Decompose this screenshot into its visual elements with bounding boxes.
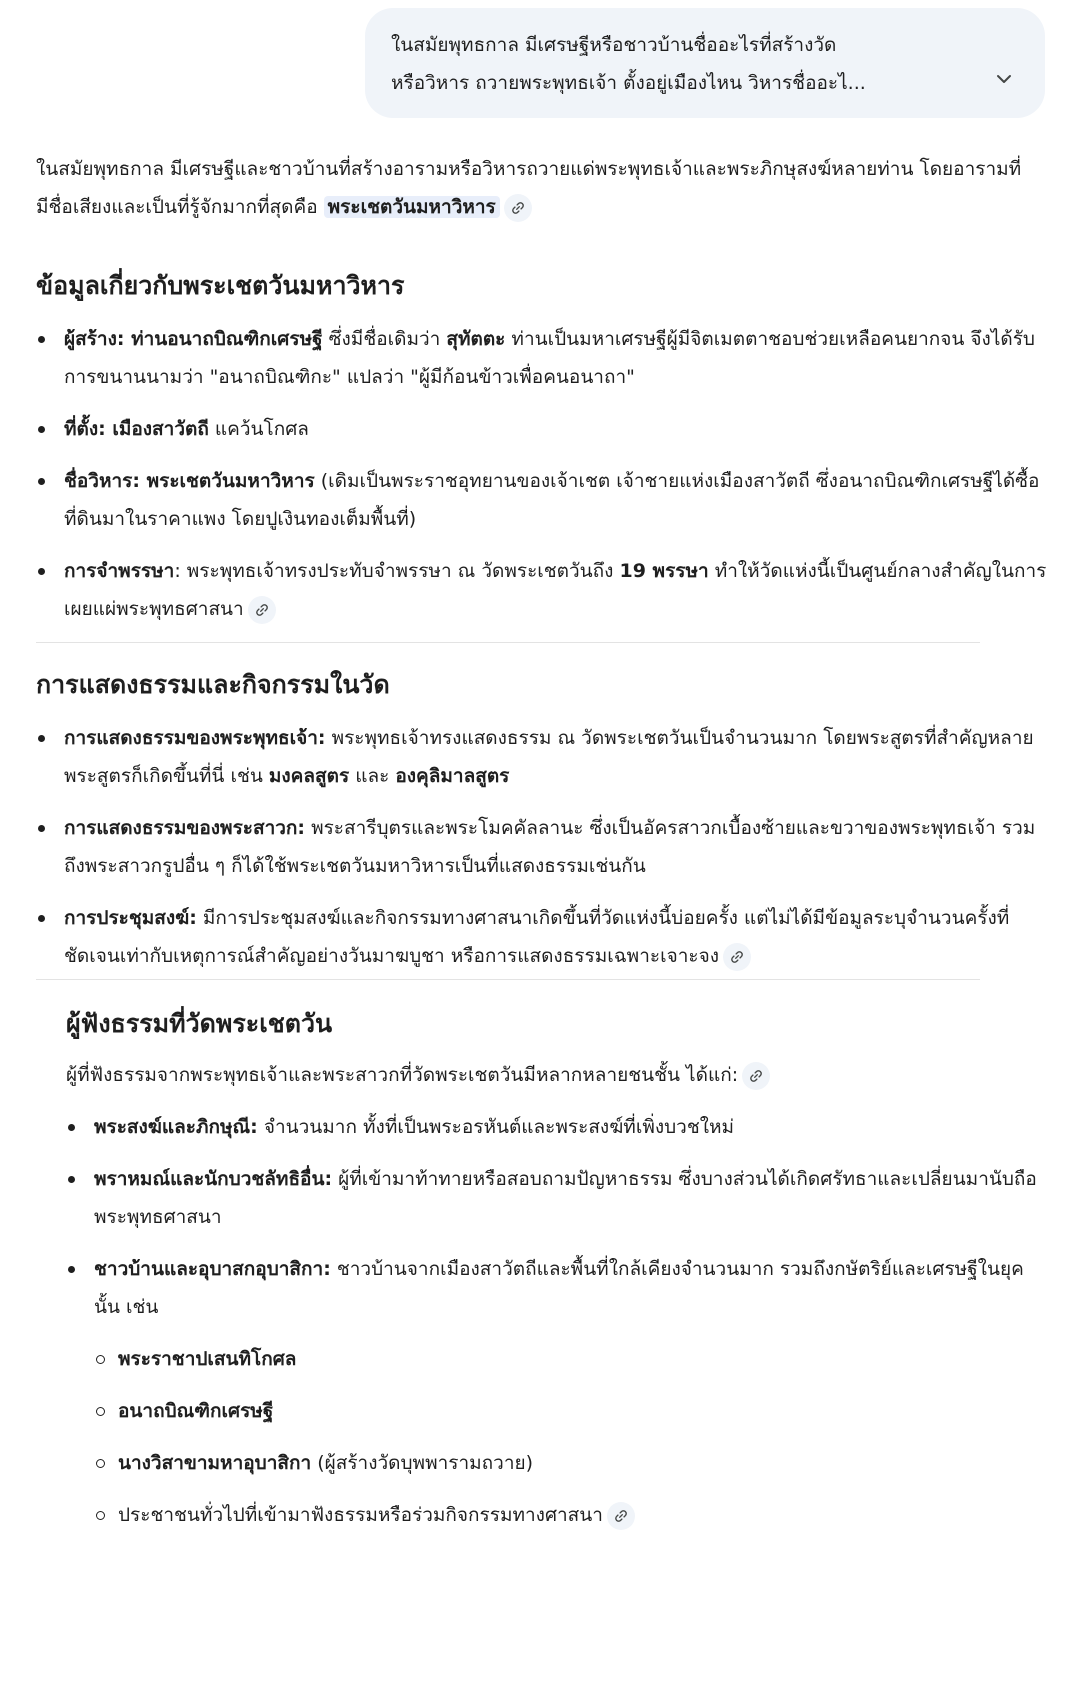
- list-item: [36, 719, 1056, 795]
- list-item: [36, 899, 1056, 975]
- item-label: การแสดงธรรมของพระสาวก:: [64, 817, 306, 839]
- source-link-button[interactable]: [504, 194, 532, 222]
- user-query-line: ในสมัยพุทธกาล มีเศรษฐีหรือชาวบ้านชื่ออะไรที่สร้างวัด: [391, 34, 837, 56]
- list-item: [66, 1250, 1046, 1534]
- section-heading: ผู้ฟังธรรมที่วัดพระเชตวัน: [66, 1009, 333, 1038]
- list-item: [36, 809, 1056, 885]
- sublist-item: [94, 1496, 1046, 1534]
- list-item: [66, 1108, 1046, 1146]
- item-label: ชาวบ้านและอุบาสกอุบาสิกา:: [94, 1258, 331, 1280]
- item-emphasis: สุทัตตะ: [446, 328, 506, 350]
- item-text: พระพุทธเจ้าทรงแสดงธรรม ณ วัดพระเชตวันเป็นจำนวนมาก โดยพระสูตรที่สำคัญหลายพระสูตรก็เกิดขึ้นที่นี่ เช่น: [64, 727, 1034, 787]
- item-label: ที่ตั้ง: เมืองสาวัตถี: [64, 418, 209, 440]
- listeners-list: [66, 1108, 1046, 1534]
- link-icon: [749, 1069, 763, 1083]
- sublist-item: [94, 1392, 1046, 1430]
- item-text: ประชาชนทั่วไปที่เข้ามาฟังธรรมหรือร่วมกิจกรรมทางศาสนา: [118, 1504, 603, 1526]
- intro-text: ในสมัยพุทธกาล มีเศรษฐีและชาวบ้านที่สร้างอารามหรือวิหารถวายแด่พระพุทธเจ้าและพระภิกษุสงฆ์หลายท่าน โดยอารามที่มีชื่อเสียงและเป็นที่รู้จักมากที่สุดคือ: [36, 158, 1022, 218]
- item-label: การแสดงธรรมของพระพุทธเจ้า:: [64, 727, 326, 749]
- item-emphasis: มงคลสูตร: [268, 765, 350, 787]
- section-heading: การแสดงธรรมและกิจกรรมในวัด: [36, 670, 390, 699]
- section-heading: ข้อมูลเกี่ยวกับพระเชตวันมหาวิหาร: [36, 271, 405, 300]
- source-link-button[interactable]: [723, 943, 751, 971]
- item-text: พระสารีบุตรและพระโมคคัลลานะ ซึ่งเป็นอัครสาวกเบื้องซ้ายและขวาของพระพุทธเจ้า รวมถึงพระสาวกรูปอื่น ๆ ก็ได้ใช้พระเชตวันมหาวิหารเป็นที่แสดงธรรมเช่นกัน: [64, 817, 1036, 877]
- sublist-item: [94, 1444, 1046, 1482]
- item-text: (ผู้สร้างวัดบุพพารามถวาย): [311, 1452, 534, 1474]
- user-query-bubble: [365, 8, 1045, 118]
- source-link-button[interactable]: [607, 1502, 635, 1530]
- link-icon: [511, 201, 525, 215]
- section-divider: [36, 979, 980, 980]
- link-icon: [614, 1509, 628, 1523]
- activities-list: [36, 719, 1056, 975]
- item-label: อนาถบิณฑิกเศรษฐี: [118, 1400, 274, 1422]
- expand-query-button[interactable]: [989, 68, 1019, 98]
- item-label: พระราชาปเสนทิโกศล: [118, 1348, 297, 1370]
- item-text: จำนวนมาก ทั้งที่เป็นพระอรหันต์และพระสงฆ์ที่เพิ่งบวชใหม่: [257, 1116, 735, 1138]
- user-query-line: หรือวิหาร ถวายพระพุทธเจ้า ตั้งอยู่เมืองไหน วิหารชื่ออะไ...: [391, 72, 866, 94]
- list-item: [36, 462, 1056, 538]
- highlighted-term[interactable]: พระเชตวันมหาวิหาร: [324, 196, 500, 218]
- item-label: นางวิสาขามหาอุบาสิกา: [118, 1452, 312, 1474]
- chevron-down-icon: [994, 64, 1014, 102]
- item-label: การประชุมสงฆ์:: [64, 907, 197, 929]
- list-item: [66, 1160, 1046, 1236]
- answer-content: [36, 150, 1056, 1548]
- item-text: แคว้นโกศล: [208, 418, 309, 440]
- link-icon: [730, 950, 744, 964]
- link-icon: [255, 603, 269, 617]
- list-item: [36, 410, 1056, 448]
- item-text: ผู้ที่เข้ามาท้าทายหรือสอบถามปัญหาธรรม ซึ่งบางส่วนได้เกิดศรัทธาและเปลี่ยนมานับถือพระพุทธศาสนา: [94, 1168, 1037, 1228]
- section-divider: [36, 642, 980, 643]
- item-label: การจำพรรษา: [64, 560, 175, 582]
- section-intro-text: ผู้ที่ฟังธรรมจากพระพุทธเจ้าและพระสาวกที่วัดพระเชตวันมีหลากหลายชนชั้น ได้แก่:: [66, 1064, 739, 1086]
- item-text: : พระพุทธเจ้าทรงประทับจำพรรษา ณ วัดพระเชตวันถึง: [174, 560, 620, 582]
- examples-sublist: [94, 1340, 1046, 1534]
- item-text: ท่านเป็นมหาเศรษฐีผู้มีจิตเมตตาชอบช่วยเหลือคนยากจน จึงได้รับการขนานนามว่า "อนาถบิณฑิกะ" แปลว่า "ผู้มีก้อนข้าวเพื่อคนอนาถา": [64, 328, 1035, 388]
- item-label: ชื่อวิหาร: พระเชตวันมหาวิหาร: [64, 470, 315, 492]
- item-label: พระสงฆ์และภิกษุณี:: [94, 1116, 258, 1138]
- list-item: [36, 320, 1056, 396]
- info-list: [36, 320, 1056, 628]
- source-link-button[interactable]: [248, 596, 276, 624]
- intro-paragraph: [36, 150, 1046, 226]
- item-text: ทำให้วัดแห่งนี้เป็นศูนย์กลางสำคัญในการเผยแผ่พระพุทธศาสนา: [64, 560, 1047, 620]
- item-label: พราหมณ์และนักบวชลัทธิอื่น:: [94, 1168, 333, 1190]
- section-intro: [66, 1056, 1046, 1094]
- item-text: และ: [349, 765, 396, 787]
- item-emphasis: 19 พรรษา: [619, 560, 709, 582]
- item-text: (เดิมเป็นพระราชอุทยานของเจ้าเชต เจ้าชายแห่งเมืองสาวัตถี ซึ่งอนาถบิณฑิกเศรษฐีได้ซื้อที่ดินมาในราคาแพง โดยปูเงินทองเต็มพื้นที่): [64, 470, 1040, 530]
- listeners-section: [66, 1004, 1046, 1534]
- sublist-item: [94, 1340, 1046, 1378]
- item-text: ซึ่งมีชื่อเดิมว่า: [322, 328, 447, 350]
- item-text: มีการประชุมสงฆ์และกิจกรรมทางศาสนาเกิดขึ้นที่วัดแห่งนี้บ่อยครั้ง แต่ไม่ได้มีข้อมูลระบุจำนวนครั้งที่ชัดเจนเท่ากับเหตุการณ์สำคัญอย่างวันมาฆบูชา หรือการแสดงธรรมเฉพาะเจาะจง: [64, 907, 1010, 967]
- item-label: ผู้สร้าง: ท่านอนาถบิณฑิกเศรษฐี: [64, 328, 323, 350]
- item-text: ชาวบ้านจากเมืองสาวัตถีและพื้นที่ใกล้เคียงจำนวนมาก รวมถึงกษัตริย์และเศรษฐีในยุคนั้น เช่น: [94, 1258, 1024, 1318]
- source-link-button[interactable]: [742, 1062, 770, 1090]
- item-emphasis: องคุลิมาลสูตร: [395, 765, 510, 787]
- list-item: [36, 552, 1056, 628]
